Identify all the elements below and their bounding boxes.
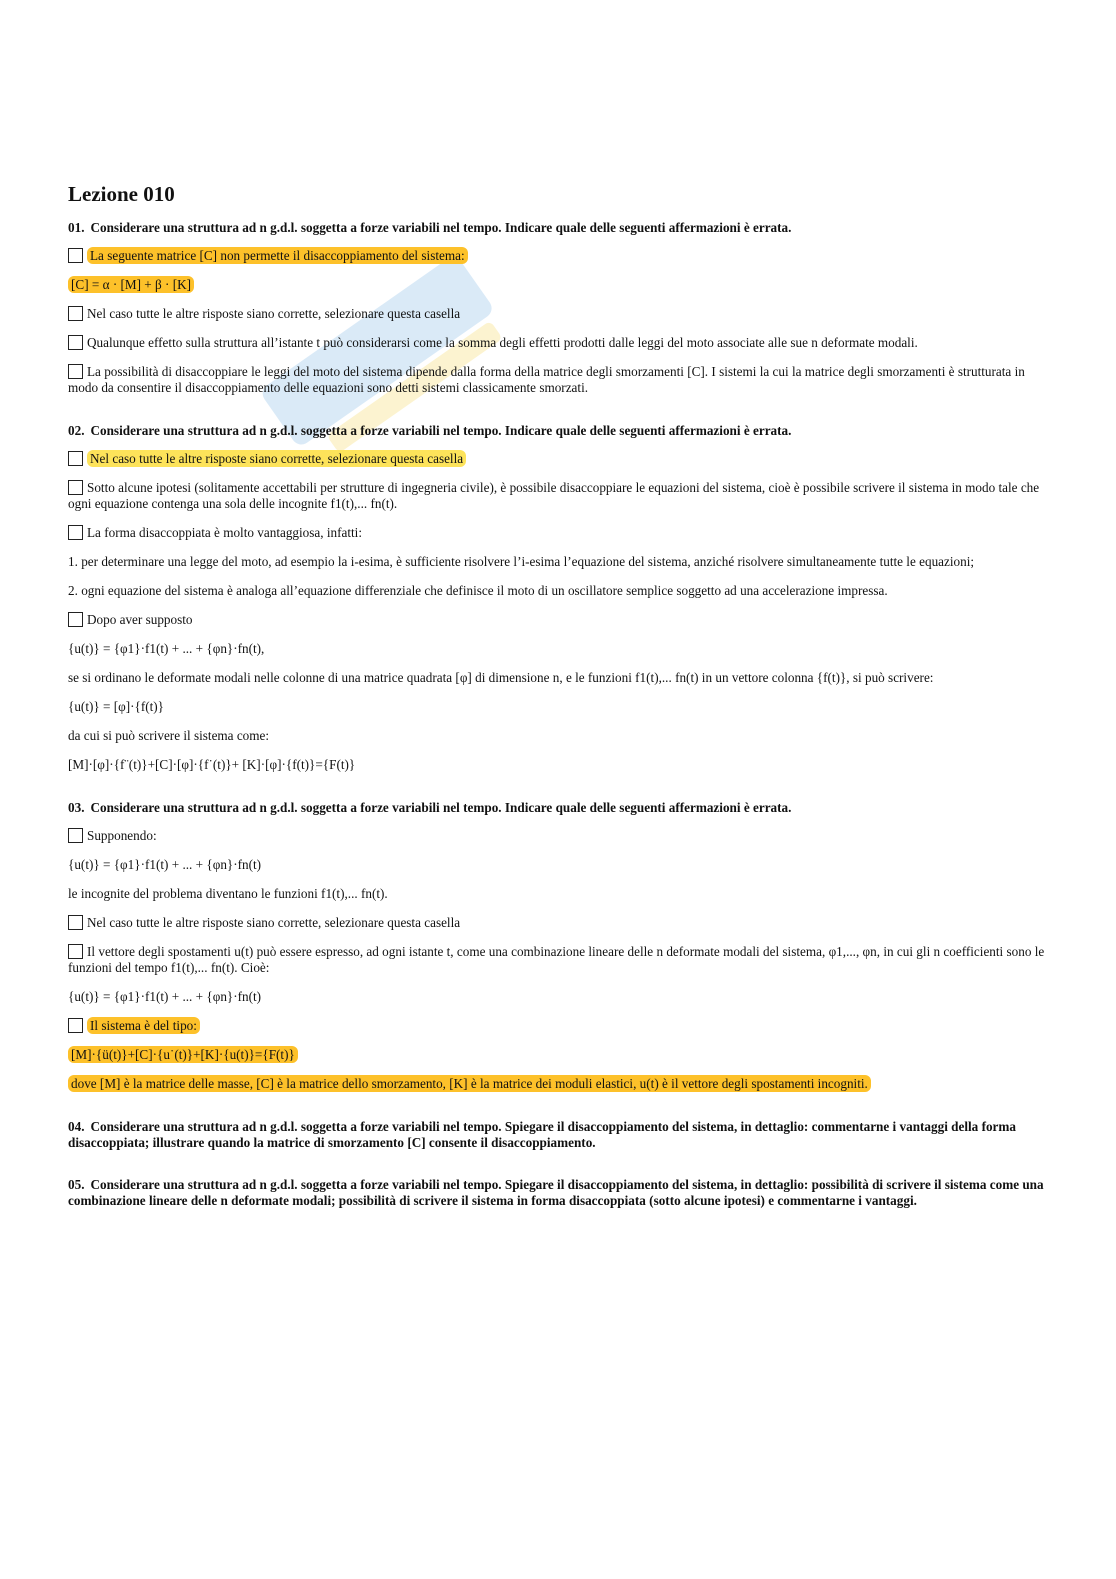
answer-text: Dopo aver supposto [87,612,193,627]
answer-option [68,364,1048,396]
answer-option [68,915,1048,931]
answer-option [68,248,1048,264]
question-number: 03. [68,800,85,815]
answer-line: se si ordinano le deformate modali nelle colonne di una matrice quadrata [φ] di dimensione n, e le funzioni f1(t),... fn(t) in un vettore colonna {f(t)}, si può scrivere: [68,670,934,685]
answer-option [68,525,1048,541]
question-text: Considerare una struttura ad n g.d.l. soggetta a forze variabili nel tempo. Indicare quale delle seguenti affermazioni è errata. [90,423,792,438]
answer-checkbox[interactable] [68,612,83,627]
question-01 [68,220,1048,236]
question-02 [68,423,1048,439]
answer-option [68,451,1048,467]
document-page [68,180,1048,1221]
answer-checkbox[interactable] [68,364,83,379]
question-05 [68,1177,1048,1209]
answer-option [68,1018,1048,1034]
lesson-title: Lezione 010 [68,182,175,206]
highlighted-formula: [C] = α · [M] + β · [K] [68,276,194,293]
answer-checkbox[interactable] [68,248,83,263]
formula: {u(t)} = {φ1}·f1(t) + ... + {φn}·fn(t), [68,641,265,656]
highlighted-answer: Il sistema è del tipo: [87,1017,200,1034]
answer-text: La forma disaccoppiata è molto vantaggiosa, infatti: [87,525,363,540]
answer-line: le incognite del problema diventano le funzioni f1(t),... fn(t). [68,886,388,901]
answer-checkbox[interactable] [68,335,83,350]
answer-text: Supponendo: [87,828,157,843]
question-04 [68,1119,1048,1151]
formula: {u(t)} = {φ1}·f1(t) + ... + {φn}·fn(t) [68,989,262,1004]
answer-text: Il vettore degli spostamenti u(t) può essere espresso, ad ogni istante t, come una combinazione lineare delle n deformate modali del sistema, φ1,..., φn, in cui gli n coefficienti sono le funzioni del tempo f1(t),... fn(t). Cioè: [68,944,1045,975]
answer-option [68,480,1048,512]
answer-line [68,1076,1048,1092]
question-text: Considerare una struttura ad n g.d.l. soggetta a forze variabili nel tempo. Spiegare il disaccoppiamento del sistema, in dettaglio: commentarne i vantaggi della forma disaccoppiata; illustrare quando la matrice di smorzamento [C] consente il disaccoppiamento. [68,1119,1016,1150]
answer-option [68,612,1048,628]
answer-checkbox[interactable] [68,480,83,495]
formula [68,277,1048,293]
highlighted-formula: [M]·{ü(t)}+[C]·{u˙(t)}+[K]·{u(t)}={F(t)} [68,1046,298,1063]
answer-option [68,828,1048,844]
answer-line: 2. ogni equazione del sistema è analoga all’equazione differenziale che definisce il moto di un oscillatore semplice soggetto ad una accelerazione impressa. [68,583,888,598]
answer-checkbox[interactable] [68,915,83,930]
answer-checkbox[interactable] [68,944,83,959]
highlighted-answer: La seguente matrice [C] non permette il disaccoppiamento del sistema: [87,247,468,264]
question-number: 05. [68,1177,85,1192]
question-number: 02. [68,423,85,438]
answer-text: La possibilità di disaccoppiare le leggi del moto del sistema dipende dalla forma della matrice degli smorzamenti [C]. I sistemi la cui la matrice degli smorzamenti è strutturata in modo da consentire il disaccoppiamento delle equazioni sono detti sistemi classicamente smorzati. [68,364,1025,395]
formula: [M]·[φ]·{f¨(t)}+[C]·[φ]·{f˙(t)}+ [K]·[φ]·{f(t)}={F(t)} [68,757,356,772]
highlighted-text: dove [M] è la matrice delle masse, [C] è la matrice dello smorzamento, [K] è la matrice dei moduli elastici, u(t) è il vettore degli spostamenti incogniti. [68,1075,871,1092]
answer-option [68,306,1048,322]
answer-text: Qualunque effetto sulla struttura all’istante t può considerarsi come la somma degli effetti prodotti dalle leggi del moto associate alle sue n deformate modali. [87,335,918,350]
question-text: Considerare una struttura ad n g.d.l. soggetta a forze variabili nel tempo. Indicare quale delle seguenti affermazioni è errata. [90,220,792,235]
formula: {u(t)} = {φ1}·f1(t) + ... + {φn}·fn(t) [68,857,262,872]
answer-text: Nel caso tutte le altre risposte siano corrette, selezionare questa casella [87,915,461,930]
answer-checkbox[interactable] [68,828,83,843]
answer-text: Nel caso tutte le altre risposte siano corrette, selezionare questa casella [87,306,461,321]
formula: {u(t)} = [φ]·{f(t)} [68,699,165,714]
answer-option [68,944,1048,976]
answer-line: 1. per determinare una legge del moto, ad esempio la i-esima, è sufficiente risolvere l’i-esima l’equazione del sistema, anziché risolvere simultaneamente tutte le equazioni; [68,554,975,569]
answer-checkbox[interactable] [68,1018,83,1033]
question-text: Considerare una struttura ad n g.d.l. soggetta a forze variabili nel tempo. Indicare quale delle seguenti affermazioni è errata. [90,800,792,815]
answer-checkbox[interactable] [68,451,83,466]
answer-text: Sotto alcune ipotesi (solitamente accettabili per strutture di ingegneria civile), è possibile disaccoppiare le equazioni del sistema, cioè è possibile scrivere il sistema in modo tale che ogni equazione contenga una sola delle incognite f1(t),... fn(t). [68,480,1040,511]
question-number: 04. [68,1119,85,1134]
answer-line: da cui si può scrivere il sistema come: [68,728,270,743]
question-03 [68,800,1048,816]
question-text: Considerare una struttura ad n g.d.l. soggetta a forze variabili nel tempo. Spiegare il disaccoppiamento del sistema, in dettaglio: possibilità di scrivere il sistema come una combinazione lineare delle n deformate modali; possibilità di scrivere il sistema in forma disaccoppiata (sotto alcune ipotesi) e commentarne i vantaggi. [68,1177,1044,1208]
answer-checkbox[interactable] [68,525,83,540]
answer-checkbox[interactable] [68,306,83,321]
answer-option [68,335,1048,351]
question-number: 01. [68,220,85,235]
formula [68,1047,1048,1063]
highlighted-answer: Nel caso tutte le altre risposte siano corrette, selezionare questa casella [87,450,466,467]
